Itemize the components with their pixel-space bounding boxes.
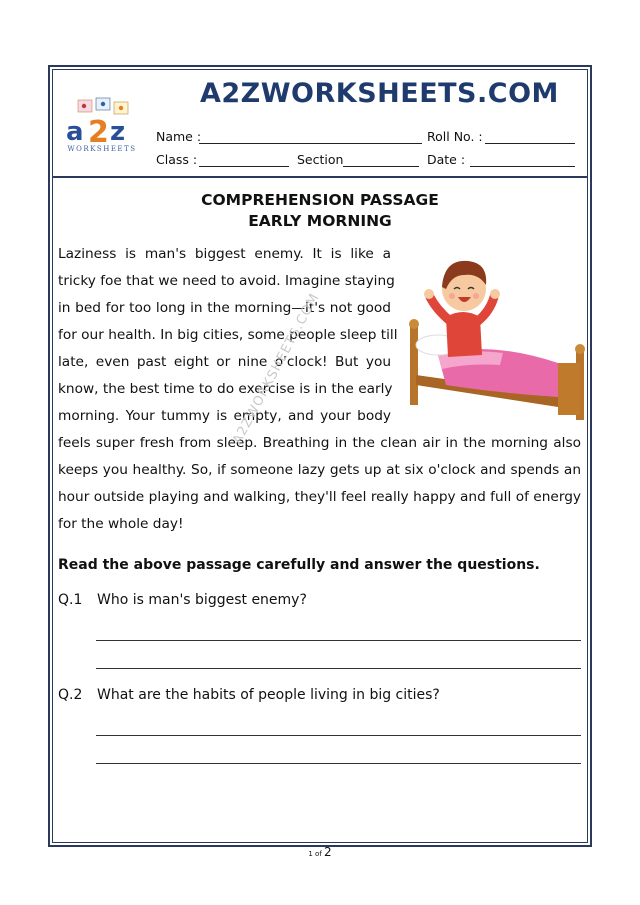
- logo-text: WORKSHEETS: [67, 145, 137, 153]
- roll-blank[interactable]: [485, 143, 575, 144]
- page-of: of: [315, 850, 322, 858]
- answer-line[interactable]: [96, 668, 581, 669]
- passage-line: for the whole day!: [58, 516, 184, 532]
- question-number: Q.2: [58, 687, 83, 703]
- passage-line: morning. Your tummy is empty, and your body: [58, 408, 391, 424]
- passage-line: in bed for too long in the morning—it's not good: [58, 300, 391, 316]
- worksheet-title: COMPREHENSION PASSAGE: [201, 191, 439, 209]
- question-number: Q.1: [58, 592, 83, 608]
- date-blank[interactable]: [470, 166, 575, 167]
- header-divider: [52, 176, 588, 178]
- passage-line: feels super fresh from sleep. Breathing in the clean air in the morning also: [58, 435, 581, 451]
- instructions: Read the above passage carefully and answer the questions.: [58, 557, 540, 573]
- answer-line[interactable]: [96, 763, 581, 764]
- passage-line: keeps you healthy. So, if someone lazy gets up at six o'clock and spends an: [58, 462, 581, 478]
- svg-text:a: a: [66, 117, 84, 147]
- page-current: 1: [308, 850, 313, 858]
- svg-text:2: 2: [88, 115, 109, 150]
- passage-line: for our health. In big cities, some people sleep till: [58, 327, 398, 343]
- passage-title: EARLY MORNING: [248, 212, 392, 230]
- passage-line: Laziness is man's biggest enemy. It is like a: [58, 246, 391, 262]
- section-label: Section: [297, 152, 344, 167]
- passage-bottom: [58, 430, 581, 538]
- section-blank[interactable]: [343, 166, 419, 167]
- passage-top: [58, 241, 398, 430]
- passage-line: know, the best time to do exercise is in the early: [58, 381, 393, 397]
- class-blank[interactable]: [199, 166, 289, 167]
- child-waking-illustration: [408, 245, 588, 420]
- site-title: A2ZWORKSHEETS.COM: [200, 78, 559, 109]
- name-label: Name :: [156, 129, 202, 144]
- page-indicator: [0, 845, 640, 859]
- passage-line: hour outside playing and walking, they'll feel really happy and full of energy: [58, 489, 581, 505]
- question-text: What are the habits of people living in big cities?: [97, 687, 440, 703]
- class-label: Class :: [156, 152, 198, 167]
- roll-label: Roll No. :: [427, 129, 483, 144]
- answer-line[interactable]: [96, 735, 581, 736]
- date-label: Date :: [427, 152, 466, 167]
- question-text: Who is man's biggest enemy?: [97, 592, 307, 608]
- passage-line: tricky foe that we need to avoid. Imagine staying: [58, 273, 395, 289]
- svg-text:z: z: [110, 117, 126, 147]
- page-total: 2: [324, 845, 332, 859]
- answer-line[interactable]: [96, 640, 581, 641]
- name-blank[interactable]: [199, 143, 422, 144]
- passage-line: late, even past eight or nine o'clock! But you: [58, 354, 391, 370]
- watermark: A2ZWORKSHEETS.COM: [230, 290, 323, 448]
